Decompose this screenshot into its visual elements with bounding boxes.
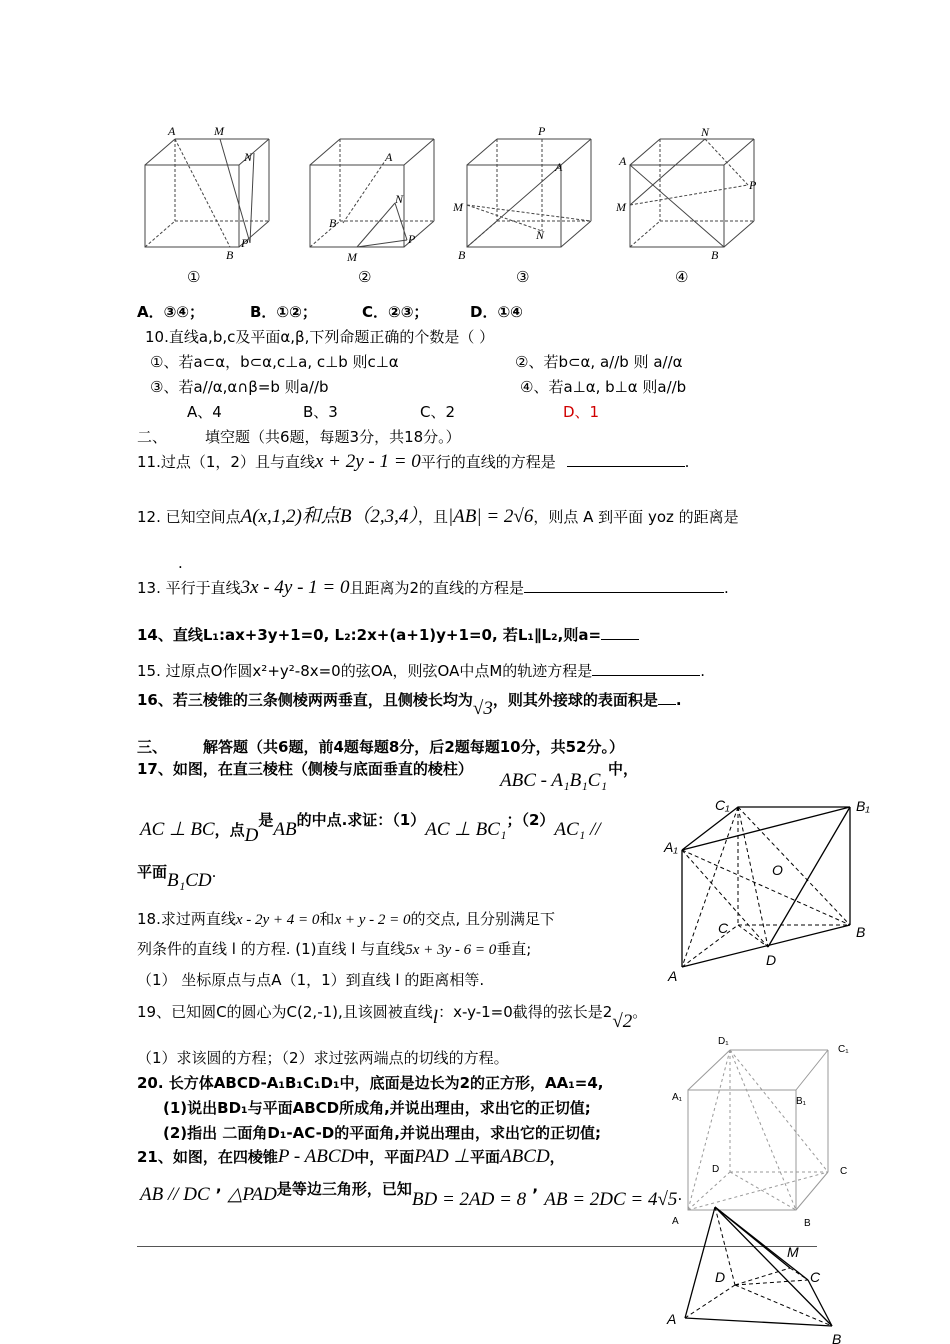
prism-label-d: D [766, 952, 777, 968]
q10-statement-1: ①、若a⊂α，b⊂α,c⊥a, c⊥b 则c⊥α [150, 353, 399, 371]
box-label-a1: A₁ [672, 1092, 683, 1103]
q11-prefix: 11.过点（1，2）且与直线 [137, 453, 315, 471]
q15-body: 15. 过原点O作圆x²+y²-8x=0的弦OA，则弦OA中点M的轨迹方程是 [137, 662, 593, 680]
q21-comma: ， [549, 1148, 565, 1166]
q18-line1 [137, 909, 555, 930]
pyramid-label-d: D [715, 1269, 726, 1285]
f2-label-a: A [385, 150, 393, 164]
prism-label-c1: C₁ [715, 797, 730, 813]
q19-subquestions: （1）求该圆的方程；（2）求过弦两端点的切线的方程。 [137, 1049, 509, 1067]
q18-line2-text: 列条件的直线 l 的方程. (1)直线 l 与直线 [137, 940, 406, 958]
q17-midpoint: 的中点.求证：（1） [296, 811, 426, 829]
q10-stem: 10.直线a,b,c及平面α,β,下列命题正确的个数是（ ） [145, 328, 495, 346]
q11-text: 11.过点（1，2）且与直线x + 2y - 1 = 0平行的直线的方程是 . [137, 451, 690, 472]
f1-label-p: P [241, 236, 249, 250]
prism-figure [660, 795, 875, 990]
pyramid-label-m: M [787, 1244, 799, 1260]
q17-line2 [140, 811, 601, 846]
pyramid-label-c: C [810, 1269, 821, 1285]
q12-points: A(x,1,2)和点B（2,3,4） [240, 506, 418, 527]
section2-title: 填空题（共6题，每题3分，共18分。） [205, 428, 461, 446]
q18-line2 [137, 939, 531, 960]
f3-label-m: M [453, 200, 463, 214]
q16-suffix: ，则其外接球的表面积是 [492, 691, 658, 709]
q14-body: 14、直线L₁:ax+3y+1=0, L₂:2x+(a+1)y+1=0, 若L₁∥L₂,则a= [137, 626, 602, 644]
q21-pad: PAD ⊥ [414, 1146, 471, 1167]
q17-line1: 17、如图，在直三棱柱（侧棱与底面垂直的棱柱） [137, 760, 473, 778]
q21-equilateral: 是等边三角形，已知 [276, 1180, 412, 1198]
pyramid-label-b: B [832, 1331, 842, 1344]
q15-text: 15. 过原点O作圆x²+y²-8x=0的弦OA，则弦OA中点M的轨迹方程是 . [137, 662, 706, 680]
prism-label-c: C [718, 920, 729, 936]
q10-statement-2: ②、若b⊂α, a//b 则 a//α [515, 353, 683, 371]
q21-end: . [677, 1186, 683, 1204]
q17-b1cd: B₁CD [167, 870, 212, 891]
box-label-c: C [840, 1166, 848, 1177]
figure-caption-4: ④ [675, 268, 689, 286]
box-label-d1: D₁ [718, 1036, 729, 1047]
q18-line3: （1） 坐标原点与点A（1，1）到直线 l 的距离相等. [137, 971, 485, 989]
pyramid-figure [660, 1200, 850, 1344]
box-label-b1: B₁ [796, 1096, 807, 1107]
q19-mid: ：x-y-1=0截得的弦长是2 [438, 1003, 613, 1021]
f4-label-n: N [701, 125, 710, 139]
section3-title: 解答题（共6题，前4题每题8分，后2题每题10分，共52分。） [203, 738, 624, 756]
pyramid-label-a: A [667, 1311, 677, 1327]
q21-prefix: 21、如图，在四棱锥 [137, 1148, 278, 1166]
q18-perp: 垂直; [496, 940, 532, 958]
f1-label-n: N [244, 150, 253, 164]
q11-equation: x + 2y - 1 = 0 [314, 451, 421, 472]
f4-label-b: B [711, 248, 719, 262]
q9-option-c: C．②③； [362, 303, 429, 321]
cube-figure-2 [305, 125, 435, 265]
q21-sep2: ’ [532, 1185, 539, 1204]
q18-eq3: 5x + 3y - 6 = 0 [405, 942, 497, 958]
q17-point-text: ，点 [214, 821, 245, 839]
q18-suffix: 的交点, 且分别满足下 [410, 910, 556, 928]
q17-ab: AB [273, 819, 297, 840]
q17-proof1: AC ⊥ BC₁ [425, 819, 507, 840]
f3-label-a: A [555, 160, 563, 174]
f2-label-m: M [347, 250, 357, 264]
q17-end: . [211, 863, 217, 881]
q21-line1 [137, 1147, 565, 1167]
f3-label-b: B [458, 248, 466, 262]
q9-option-b: B．①②； [250, 303, 317, 321]
q12-end-mark: . [178, 554, 183, 572]
q18-eq2: x + y - 2 = 0 [334, 912, 411, 928]
q13-prefix: 13. 平行于直线 [137, 579, 241, 597]
prism-label-o: O [772, 862, 783, 878]
q17-proof2: AC₁ // [554, 819, 601, 840]
q12-suffix: ，则点 A 到平面 yoz 的距离是 [533, 508, 739, 526]
q13-suffix: 且距离为2的直线的方程是 [349, 579, 525, 597]
q11-answer-blank [567, 452, 685, 467]
q21-abcd: ABCD [500, 1146, 550, 1167]
box-label-a: A [672, 1216, 679, 1227]
q20-line3: (2)指出 二面角D₁-AC-D的平面角,并说出理由，求出它的正切值; [163, 1124, 601, 1142]
section3-number: 三、 [137, 738, 168, 756]
q18-prefix: 18.求过两直线 [137, 910, 236, 928]
cube-figure-3 [452, 125, 592, 265]
q17-is: 是 [258, 811, 274, 829]
q21-sep1: ’ [215, 1185, 222, 1204]
q12-distance: |AB| = 2√6 [447, 506, 534, 527]
q12-and: ，且 [417, 508, 448, 526]
q16-prefix: 16、若三棱锥的三条侧棱两两垂直，且侧棱长均为 [137, 691, 473, 709]
q10-statement-3: ③、若a//α,α∩β=b 则a//b [150, 378, 329, 396]
q21-parallel: AB // DC [140, 1184, 210, 1205]
q17-proof2-label: ；（2） [506, 811, 555, 829]
q16-answer-blank [658, 690, 676, 705]
q16-text: 16、若三棱锥的三条侧棱两两垂直，且侧棱长均为√3，则其外接球的表面积是 . [137, 691, 682, 719]
f2-label-p: P [408, 232, 416, 246]
prism-label-b: B [856, 924, 866, 940]
q10-option-d: D、1 [563, 403, 600, 421]
q13-answer-blank [524, 578, 724, 593]
q17-cond: AC ⊥ BC [140, 819, 215, 840]
figure-caption-1: ① [187, 268, 201, 286]
q13-equation: 3x - 4y - 1 = 0 [240, 577, 350, 598]
q9-option-d: D．①④ [470, 303, 523, 321]
q14-text [137, 625, 639, 645]
q17-in: 中， [608, 760, 639, 778]
prism-label-b1: B₁ [856, 798, 870, 814]
q21-ab: AB = 2DC = 4√5 [544, 1189, 678, 1210]
q21-line2 [140, 1180, 683, 1210]
q17-point-d: D [244, 825, 259, 846]
f3-label-n: N [536, 228, 545, 242]
q21-in: 中，平面 [354, 1148, 415, 1166]
figure-caption-2: ② [358, 268, 372, 286]
f2-label-b: B [329, 216, 337, 230]
q15-answer-blank [592, 661, 700, 676]
q19-end: 。 [632, 1003, 648, 1021]
q9-option-a: A．③④； [137, 303, 205, 321]
box-label-c1: C₁ [838, 1044, 849, 1055]
box-label-b: B [804, 1218, 811, 1229]
q12-text [137, 507, 739, 527]
q14-answer-blank [601, 625, 639, 640]
prism-label-a1: A₁ [664, 839, 678, 855]
q19-prefix: 19、已知圆C的圆心为C(2,-1),且该圆被直线 [137, 1003, 433, 1021]
f4-label-a: A [619, 154, 627, 168]
cube-figure-4 [615, 125, 755, 265]
q21-bd: BD = 2AD = 8 [411, 1189, 527, 1210]
box-label-d: D [712, 1164, 720, 1175]
q11-suffix: 平行的直线的方程是 [420, 453, 556, 471]
q19-l: l [432, 1007, 439, 1028]
q21-pyramid: P - ABCD [277, 1146, 355, 1167]
q21-plane: 平面 [470, 1148, 501, 1166]
q20-line1: 20. 长方体ABCD-A₁B₁C₁D₁中，底面是边长为2的正方形，AA₁=4, [137, 1074, 604, 1092]
cube-figure-1 [140, 125, 270, 260]
f1-label-m: M [214, 124, 224, 138]
f4-label-p: P [749, 178, 757, 192]
q12-prefix: 12. 已知空间点 [137, 508, 241, 526]
q13-text: 13. 平行于直线3x - 4y - 1 = 0且距离为2的直线的方程是 . [137, 577, 729, 598]
q10-option-a: A、4 [187, 403, 222, 421]
q19-root: √2 [612, 1011, 633, 1032]
q17-plane: 平面 [137, 863, 168, 881]
q10-statement-4: ④、若a⊥α, b⊥α 则a//b [520, 378, 687, 396]
q16-value: √3 [472, 698, 493, 719]
q20-line2: (1)说出BD₁与平面ABCD所成角,并说出理由，求出它的正切值; [163, 1099, 591, 1117]
figure-caption-3: ③ [516, 268, 530, 286]
section2-number: 二、 [137, 428, 168, 446]
q10-option-c: C、2 [420, 403, 456, 421]
f1-label-a: A [168, 124, 176, 138]
q18-eq1: x - 2y + 4 = 0 [235, 912, 320, 928]
f2-label-n: N [395, 192, 404, 206]
f4-label-m: M [616, 200, 626, 214]
q17-line3 [137, 862, 217, 891]
q19-line1 [137, 1002, 648, 1032]
q21-triangle: △PAD [227, 1184, 277, 1205]
q10-option-b: B、3 [303, 403, 338, 421]
q17-prism: ABC - A₁B₁C₁ [500, 770, 608, 791]
prism-label-a: A [668, 968, 678, 984]
f3-label-p: P [538, 124, 546, 138]
q18-and: 和 [319, 910, 335, 928]
f1-label-b: B [226, 248, 234, 262]
